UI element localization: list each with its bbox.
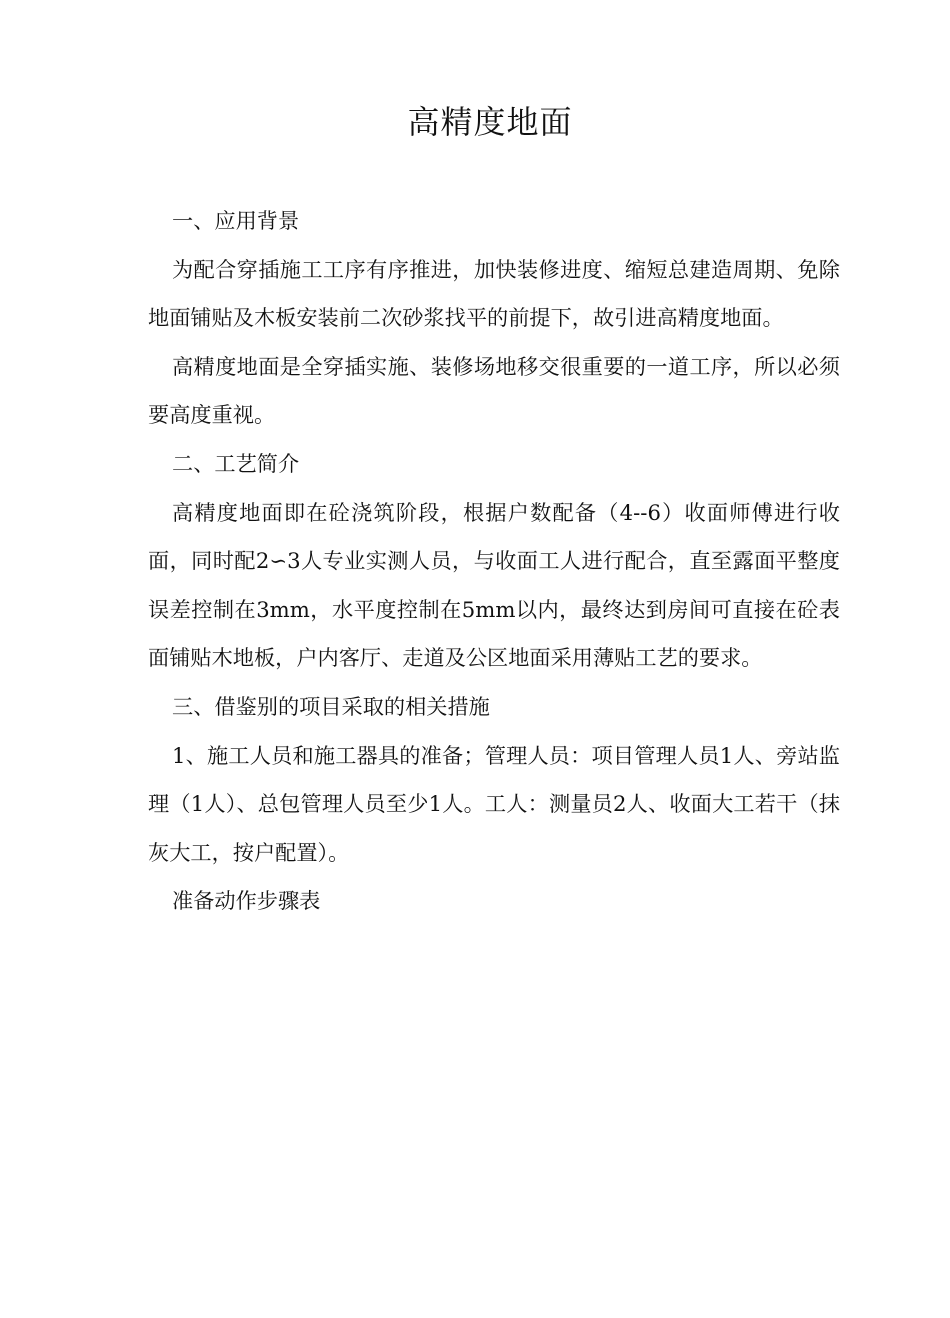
section-heading-background: 一、应用背景	[172, 208, 300, 233]
document-title: 高精度地面	[407, 103, 573, 141]
section-heading-measures: 三、借鉴别的项目采取的相关措施	[172, 693, 490, 719]
paragraph-purpose: 为配合穿插施工工序有序推进，加快装修进度、缩短总建造周期、免除地面铺贴及木板安装前二次砂浆找平的前提下，故引进高精度地面。	[148, 256, 840, 331]
paragraph-steps-table-caption: 准备动作步骤表	[172, 888, 321, 914]
paragraph-process: 高精度地面即在砼浇筑阶段，根据户数配备（4--6）收面师傅进行收面，同时配2∽3人专业实测人员，与收面工人进行配合，直至露面平整度误差控制在3mm，水平度控制在5mm以内，最终达到房间可直接在砼表面铺贴木地板，户内客厅、走道及公区地面采用薄贴工艺的要求。	[148, 499, 840, 671]
paragraph-importance: 高精度地面是全穿插实施、装修场地移交很重要的一道工序，所以必须要高度重视。	[148, 353, 840, 428]
paragraph-staffing: 1、施工人员和施工器具的准备；管理人员：项目管理人员1人、旁站监理（1人）、总包管理人员至少1人。工人：测量员2人、收面大工若干（抹灰大工，按户配置）。	[148, 742, 840, 865]
section-heading-process: 二、工艺简介	[172, 450, 300, 476]
document-body	[148, 197, 840, 926]
